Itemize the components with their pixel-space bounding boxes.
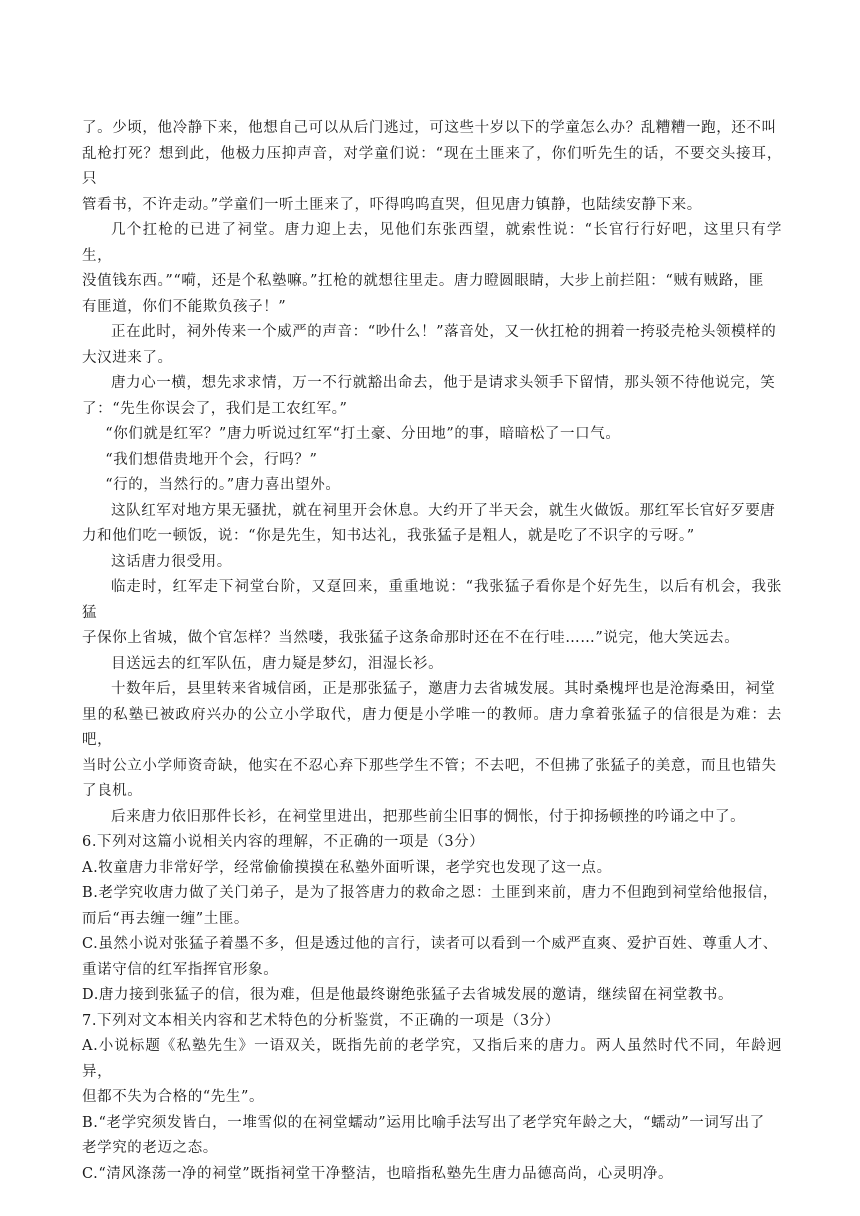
- text-line: 6.下列对这篇小说相关内容的理解，不正确的一项是（3分）: [82, 834, 485, 850]
- text-line: A.小说标题《私塾先生》一语双关，既指先前的老学究，又指后来的唐力。两人虽然时代不同，年龄迥异，: [82, 1038, 782, 1080]
- text-line: 临走时，红军走下祠堂台阶，又趸回来，重重地说：“我张猛子看你是个好先生，以后有机会，我张猛: [82, 579, 782, 621]
- question-7-option-b: [82, 1111, 782, 1162]
- text-line: 这队红军对地方果无骚扰，就在祠里开会休息。大约开了半天会，就生火做饭。那红军长官好歹要唐: [111, 502, 776, 519]
- story-paragraph: [82, 499, 782, 550]
- story-paragraph: [82, 422, 782, 448]
- text-line: 十数年后，县里转来省城信函，正是那张猛子，邀唐力去省城发展。其时桑槐坪也是沧海桑田，祠堂: [111, 681, 776, 697]
- page-content: [82, 116, 782, 1187]
- story-paragraph: [82, 805, 782, 831]
- text-line: “我们想借贵地开个会，行吗？”: [105, 451, 318, 468]
- text-line: 了。少顷，他冷静下来，他想自己可以从后门逃过，可这些十岁以下的学童怎么办？乱糟糟一跑，还不叫: [82, 120, 777, 136]
- text-line: 几个扛枪的已进了祠堂。唐力迎上去，见他们东张西望，就索性说：“长官行行好吧，这里只有学生，: [82, 222, 782, 264]
- story-paragraph: [82, 550, 782, 576]
- story-paragraph: [82, 218, 782, 320]
- text-line: 重诺守信的红军指挥官形象。: [82, 961, 279, 978]
- question-6-option-a: [82, 856, 782, 882]
- story-paragraph: [82, 116, 782, 218]
- story-paragraph: [82, 371, 782, 422]
- story-paragraph: [82, 320, 782, 371]
- text-line: A.牧童唐力非常好学，经常偷偷摸摸在私塾外面听课，老学究也发现了这一点。: [82, 859, 612, 876]
- text-line: 老学究的老迈之态。: [82, 1140, 218, 1156]
- text-line: 力和他们吃一顿饭，说：“你是先生，知书达礼，我张猛子是粗人，就是吃了不识字的亏呀。”: [82, 528, 695, 544]
- text-line: “你们就是红军？”唐力听说过红军“打土豪、分田地”的事，暗暗松了一口气。: [105, 426, 621, 442]
- text-line: 了良机。: [82, 783, 143, 799]
- text-line: 有匪道，你们不能欺负孩子！”: [82, 298, 287, 315]
- text-line: 当时公立小学师资奇缺，他实在不忍心弃下那些学生不管；不去吧，不但拂了张猛子的美意，而且也错失: [82, 757, 777, 774]
- question-7-option-c: [82, 1162, 782, 1188]
- text-line: 子保你上省城，做个官怎样？当然喽，我张猛子这条命那时还在不在行哇……”说完，他大笑远去。: [82, 630, 740, 646]
- text-line: 大汉进来了。: [82, 349, 173, 366]
- text-line: 后来唐力依旧那件长衫，在祠堂里进出，把那些前尘旧事的惆怅，付于抑扬顿挫的吟诵之中了。: [111, 808, 746, 825]
- story-paragraph: [82, 575, 782, 652]
- text-line: 而后“再去缠一缠”土匪。: [82, 910, 250, 927]
- question-6-stem: [82, 830, 782, 856]
- text-line: 管看书，不许走动。”学童们一听土匪来了，吓得呜呜直哭，但见唐力镇静，也陆续安静下来。: [82, 196, 702, 213]
- text-line: 这话唐力很受用。: [111, 553, 232, 570]
- text-line: 里的私塾已被政府兴办的公立小学取代，唐力便是小学唯一的教师。唐力拿着张猛子的信很是为难：去吧，: [82, 706, 782, 748]
- story-paragraph: [82, 652, 782, 678]
- text-line: C.“清风涤荡一净的祠堂”既指祠堂干净整洁，也暗指私塾先生唐力品德高尚，心灵明净。: [82, 1165, 674, 1182]
- text-line: 目送远去的红军队伍，唐力疑是梦幻，泪湿长衫。: [111, 655, 444, 672]
- text-line: 唐力心一横，想先求求情，万一不行就豁出命去，他于是请求头领手下留情，那头领不待他说完，笑: [111, 375, 776, 391]
- story-paragraph: [82, 448, 782, 474]
- text-line: 乱枪打死？想到此，他极力压抑声音，对学童们说：“现在土匪来了，你们听先生的话，不要交头接耳，只: [82, 145, 782, 187]
- text-line: D.唐力接到张猛子的信，很为难，但是他最终谢绝张猛子去省城发展的邀请，继续留在祠堂教书。: [82, 987, 734, 1003]
- text-line: B.老学究收唐力做了关门弟子，是为了报答唐力的救命之恩：土匪到来前，唐力不但跑到祠堂给他报信，: [82, 885, 778, 901]
- text-line: B.“老学究须发皆白，一堆雪似的在祠堂蠕动”运用比喻手法写出了老学究年龄之大，“蠕动”一词写出了: [82, 1114, 765, 1131]
- question-7-option-a: [82, 1034, 782, 1111]
- text-line: 正在此时，祠外传来一个威严的声音：“吵什么！”落音处，又一伙扛枪的拥着一挎驳壳枪头领模样的: [111, 324, 777, 340]
- story-paragraph: [82, 473, 782, 499]
- text-line: C.虽然小说对张猛子着墨不多，但是透过他的言行，读者可以看到一个威严直爽、爱护百姓、尊重人才、: [82, 936, 778, 952]
- text-line: 没值钱东西。”“嗬，还是个私塾嘛。”扛枪的就想往里走。唐力瞪圆眼睛，大步上前拦阻：“贼有贼路，匪: [82, 273, 764, 289]
- question-6-option-d: [82, 983, 782, 1009]
- question-7-stem: [82, 1009, 782, 1035]
- text-line: 7.下列对文本相关内容和艺术特色的分析鉴赏，不正确的一项是（3分）: [82, 1012, 560, 1029]
- question-6-option-b: [82, 881, 782, 932]
- question-6-option-c: [82, 932, 782, 983]
- story-paragraph: [82, 677, 782, 805]
- text-line: 但都不失为合格的“先生”。: [82, 1089, 265, 1105]
- text-line: 了：“先生你误会了，我们是工农红军。”: [82, 400, 348, 417]
- text-line: “行的，当然行的。”唐力喜出望外。: [105, 477, 341, 493]
